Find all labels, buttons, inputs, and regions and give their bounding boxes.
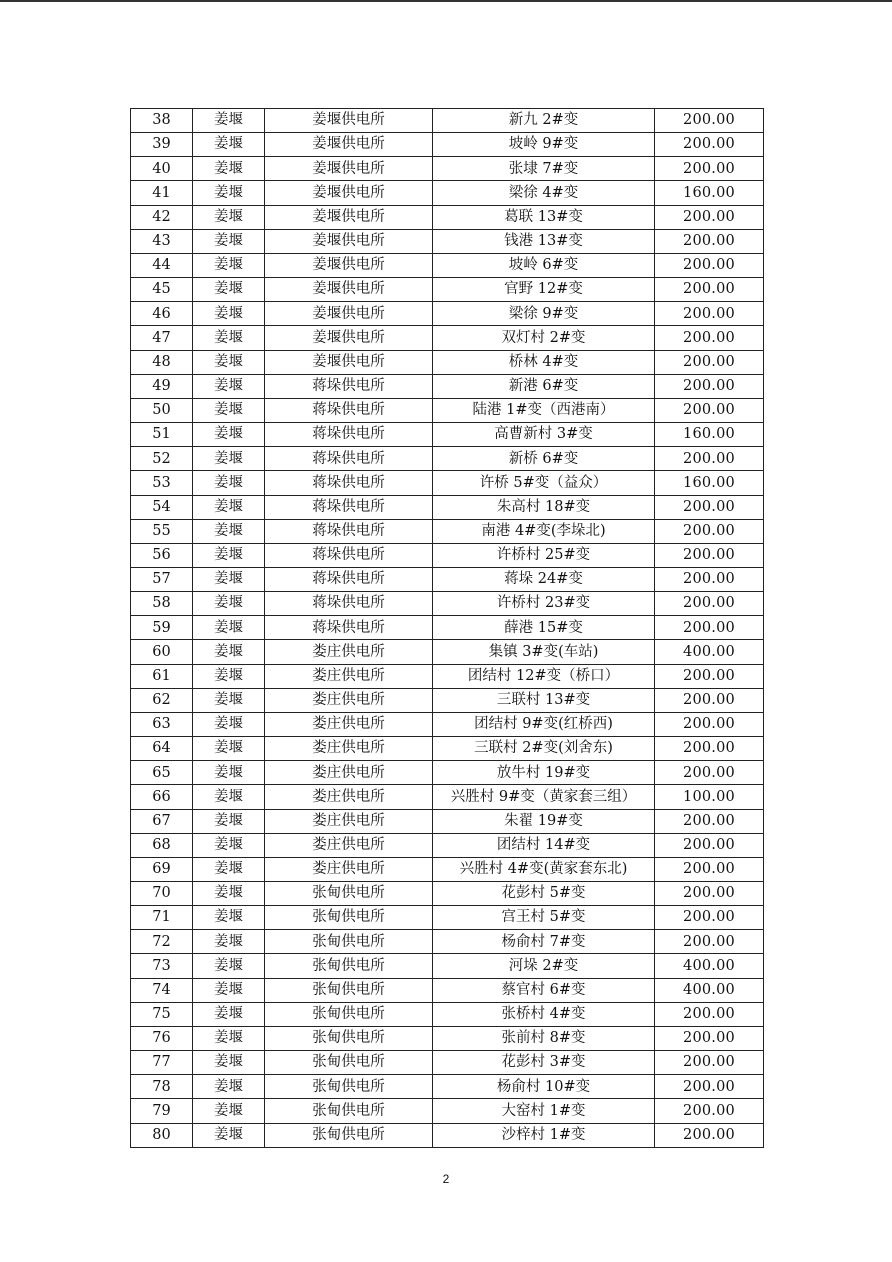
- row-index-cell: 66: [131, 785, 193, 809]
- station-cell: 蒋垛供电所: [265, 616, 433, 640]
- transformer-name-cell: 张埭 7#变: [433, 157, 655, 181]
- row-index-cell: 67: [131, 809, 193, 833]
- station-cell: 姜堰供电所: [265, 205, 433, 229]
- region-cell: 姜堰: [193, 761, 265, 785]
- transformer-name-cell: 许桥 5#变（益众）: [433, 471, 655, 495]
- region-cell: 姜堰: [193, 109, 265, 133]
- capacity-cell: 200.00: [655, 543, 764, 567]
- region-cell: 姜堰: [193, 205, 265, 229]
- table-row: [131, 302, 764, 326]
- transformer-name-cell: 河垛 2#变: [433, 954, 655, 978]
- station-cell: 蒋垛供电所: [265, 567, 433, 591]
- capacity-cell: 200.00: [655, 350, 764, 374]
- row-index-cell: 43: [131, 229, 193, 253]
- table-row: [131, 712, 764, 736]
- station-cell: 张甸供电所: [265, 930, 433, 954]
- capacity-cell: 200.00: [655, 833, 764, 857]
- transformer-name-cell: 朱高村 18#变: [433, 495, 655, 519]
- row-index-cell: 79: [131, 1099, 193, 1123]
- table-row: [131, 640, 764, 664]
- row-index-cell: 54: [131, 495, 193, 519]
- transformer-name-cell: 集镇 3#变(车站): [433, 640, 655, 664]
- station-cell: 姜堰供电所: [265, 133, 433, 157]
- region-cell: 姜堰: [193, 809, 265, 833]
- region-cell: 姜堰: [193, 423, 265, 447]
- table-row: [131, 761, 764, 785]
- capacity-cell: 160.00: [655, 471, 764, 495]
- table-row: [131, 253, 764, 277]
- table-row: [131, 1026, 764, 1050]
- table-row: [131, 109, 764, 133]
- region-cell: 姜堰: [193, 567, 265, 591]
- station-cell: 张甸供电所: [265, 1075, 433, 1099]
- region-cell: 姜堰: [193, 157, 265, 181]
- station-cell: 蒋垛供电所: [265, 374, 433, 398]
- region-cell: 姜堰: [193, 302, 265, 326]
- capacity-cell: 200.00: [655, 664, 764, 688]
- table-row: [131, 229, 764, 253]
- capacity-cell: 200.00: [655, 1002, 764, 1026]
- station-cell: 张甸供电所: [265, 906, 433, 930]
- capacity-cell: 200.00: [655, 882, 764, 906]
- region-cell: 姜堰: [193, 785, 265, 809]
- table-row: [131, 882, 764, 906]
- region-cell: 姜堰: [193, 543, 265, 567]
- station-cell: 娄庄供电所: [265, 809, 433, 833]
- table-row: [131, 374, 764, 398]
- table-row: [131, 447, 764, 471]
- table-row: [131, 181, 764, 205]
- capacity-cell: 200.00: [655, 930, 764, 954]
- station-cell: 张甸供电所: [265, 882, 433, 906]
- transformer-name-cell: 许桥村 23#变: [433, 592, 655, 616]
- station-cell: 蒋垛供电所: [265, 447, 433, 471]
- transformer-name-cell: 钱港 13#变: [433, 229, 655, 253]
- row-index-cell: 72: [131, 930, 193, 954]
- capacity-cell: 200.00: [655, 737, 764, 761]
- station-cell: 娄庄供电所: [265, 785, 433, 809]
- table-row: [131, 906, 764, 930]
- transformer-name-cell: 三联村 2#变(刘舍东): [433, 737, 655, 761]
- region-cell: 姜堰: [193, 398, 265, 422]
- region-cell: 姜堰: [193, 1002, 265, 1026]
- row-index-cell: 80: [131, 1123, 193, 1147]
- table-row: [131, 664, 764, 688]
- row-index-cell: 58: [131, 592, 193, 616]
- transformer-name-cell: 高曹新村 3#变: [433, 423, 655, 447]
- row-index-cell: 42: [131, 205, 193, 229]
- transformer-name-cell: 大窑村 1#变: [433, 1099, 655, 1123]
- row-index-cell: 78: [131, 1075, 193, 1099]
- capacity-cell: 200.00: [655, 229, 764, 253]
- row-index-cell: 41: [131, 181, 193, 205]
- region-cell: 姜堰: [193, 447, 265, 471]
- row-index-cell: 76: [131, 1026, 193, 1050]
- table-row: [131, 326, 764, 350]
- table-row: [131, 278, 764, 302]
- table-row: [131, 350, 764, 374]
- region-cell: 姜堰: [193, 833, 265, 857]
- station-cell: 姜堰供电所: [265, 278, 433, 302]
- transformer-name-cell: 坡岭 6#变: [433, 253, 655, 277]
- row-index-cell: 38: [131, 109, 193, 133]
- transformer-name-cell: 花彭村 3#变: [433, 1051, 655, 1075]
- transformer-name-cell: 杨俞村 7#变: [433, 930, 655, 954]
- capacity-cell: 200.00: [655, 567, 764, 591]
- table-row: [131, 1002, 764, 1026]
- row-index-cell: 64: [131, 737, 193, 761]
- transformer-name-cell: 官野 12#变: [433, 278, 655, 302]
- row-index-cell: 51: [131, 423, 193, 447]
- transformer-name-cell: 杨俞村 10#变: [433, 1075, 655, 1099]
- table-row: [131, 833, 764, 857]
- transformer-name-cell: 张桥村 4#变: [433, 1002, 655, 1026]
- capacity-cell: 400.00: [655, 954, 764, 978]
- station-cell: 姜堰供电所: [265, 109, 433, 133]
- capacity-cell: 200.00: [655, 761, 764, 785]
- region-cell: 姜堰: [193, 954, 265, 978]
- row-index-cell: 47: [131, 326, 193, 350]
- station-cell: 张甸供电所: [265, 954, 433, 978]
- transformer-name-cell: 张前村 8#变: [433, 1026, 655, 1050]
- transformer-name-cell: 桥林 4#变: [433, 350, 655, 374]
- capacity-cell: 200.00: [655, 519, 764, 543]
- row-index-cell: 70: [131, 882, 193, 906]
- page-top-border: [0, 0, 892, 2]
- transformer-name-cell: 沙梓村 1#变: [433, 1123, 655, 1147]
- capacity-cell: 200.00: [655, 205, 764, 229]
- transformer-name-cell: 蒋垛 24#变: [433, 567, 655, 591]
- transformer-name-cell: 陆港 1#变（西港南）: [433, 398, 655, 422]
- transformer-name-cell: 兴胜村 4#变(黄家套东北): [433, 857, 655, 881]
- region-cell: 姜堰: [193, 229, 265, 253]
- capacity-cell: 200.00: [655, 906, 764, 930]
- station-cell: 姜堰供电所: [265, 253, 433, 277]
- region-cell: 姜堰: [193, 592, 265, 616]
- transformer-name-cell: 双灯村 2#变: [433, 326, 655, 350]
- row-index-cell: 74: [131, 978, 193, 1002]
- capacity-cell: 200.00: [655, 157, 764, 181]
- station-cell: 蒋垛供电所: [265, 471, 433, 495]
- row-index-cell: 75: [131, 1002, 193, 1026]
- station-cell: 蒋垛供电所: [265, 519, 433, 543]
- capacity-cell: 200.00: [655, 447, 764, 471]
- station-cell: 娄庄供电所: [265, 833, 433, 857]
- row-index-cell: 63: [131, 712, 193, 736]
- table-row: [131, 1123, 764, 1147]
- capacity-cell: 200.00: [655, 857, 764, 881]
- region-cell: 姜堰: [193, 737, 265, 761]
- station-cell: 张甸供电所: [265, 978, 433, 1002]
- transformer-name-cell: 放牛村 19#变: [433, 761, 655, 785]
- region-cell: 姜堰: [193, 495, 265, 519]
- region-cell: 姜堰: [193, 712, 265, 736]
- capacity-cell: 400.00: [655, 978, 764, 1002]
- table-row: [131, 785, 764, 809]
- transformer-name-cell: 花彭村 5#变: [433, 882, 655, 906]
- capacity-cell: 200.00: [655, 1026, 764, 1050]
- table-row: [131, 592, 764, 616]
- row-index-cell: 44: [131, 253, 193, 277]
- region-cell: 姜堰: [193, 374, 265, 398]
- row-index-cell: 57: [131, 567, 193, 591]
- transformer-name-cell: 梁徐 4#变: [433, 181, 655, 205]
- region-cell: 姜堰: [193, 253, 265, 277]
- capacity-cell: 200.00: [655, 712, 764, 736]
- row-index-cell: 77: [131, 1051, 193, 1075]
- row-index-cell: 61: [131, 664, 193, 688]
- table-row: [131, 398, 764, 422]
- row-index-cell: 55: [131, 519, 193, 543]
- region-cell: 姜堰: [193, 1099, 265, 1123]
- page-number: 2: [442, 1172, 450, 1186]
- table-row: [131, 423, 764, 447]
- row-index-cell: 59: [131, 616, 193, 640]
- station-cell: 蒋垛供电所: [265, 423, 433, 447]
- transformer-name-cell: 南港 4#变(李垛北): [433, 519, 655, 543]
- table-body: [131, 109, 764, 1148]
- transformer-name-cell: 三联村 13#变: [433, 688, 655, 712]
- row-index-cell: 69: [131, 857, 193, 881]
- table-row: [131, 567, 764, 591]
- capacity-cell: 400.00: [655, 640, 764, 664]
- table-row: [131, 857, 764, 881]
- station-cell: 张甸供电所: [265, 1051, 433, 1075]
- station-cell: 姜堰供电所: [265, 181, 433, 205]
- station-cell: 姜堰供电所: [265, 350, 433, 374]
- station-cell: 娄庄供电所: [265, 640, 433, 664]
- transformer-name-cell: 兴胜村 9#变（黄家套三组）: [433, 785, 655, 809]
- row-index-cell: 56: [131, 543, 193, 567]
- row-index-cell: 62: [131, 688, 193, 712]
- capacity-cell: 200.00: [655, 133, 764, 157]
- table-row: [131, 1075, 764, 1099]
- table-row: [131, 157, 764, 181]
- station-cell: 姜堰供电所: [265, 157, 433, 181]
- table-row: [131, 519, 764, 543]
- region-cell: 姜堰: [193, 278, 265, 302]
- row-index-cell: 60: [131, 640, 193, 664]
- transformer-name-cell: 团结村 9#变(红桥西): [433, 712, 655, 736]
- station-cell: 姜堰供电所: [265, 326, 433, 350]
- transformer-name-cell: 梁徐 9#变: [433, 302, 655, 326]
- capacity-cell: 200.00: [655, 1051, 764, 1075]
- capacity-cell: 200.00: [655, 278, 764, 302]
- capacity-cell: 200.00: [655, 688, 764, 712]
- capacity-cell: 200.00: [655, 109, 764, 133]
- transformer-name-cell: 许桥村 25#变: [433, 543, 655, 567]
- region-cell: 姜堰: [193, 133, 265, 157]
- capacity-cell: 200.00: [655, 616, 764, 640]
- table-row: [131, 1099, 764, 1123]
- capacity-cell: 160.00: [655, 423, 764, 447]
- station-cell: 蒋垛供电所: [265, 592, 433, 616]
- station-cell: 张甸供电所: [265, 1123, 433, 1147]
- transformer-name-cell: 团结村 12#变（桥口）: [433, 664, 655, 688]
- table-row: [131, 471, 764, 495]
- region-cell: 姜堰: [193, 640, 265, 664]
- row-index-cell: 71: [131, 906, 193, 930]
- table-row: [131, 930, 764, 954]
- row-index-cell: 39: [131, 133, 193, 157]
- station-cell: 娄庄供电所: [265, 688, 433, 712]
- station-cell: 张甸供电所: [265, 1099, 433, 1123]
- region-cell: 姜堰: [193, 882, 265, 906]
- capacity-cell: 200.00: [655, 809, 764, 833]
- row-index-cell: 45: [131, 278, 193, 302]
- transformer-name-cell: 薛港 15#变: [433, 616, 655, 640]
- transformer-name-cell: 新桥 6#变: [433, 447, 655, 471]
- region-cell: 姜堰: [193, 326, 265, 350]
- capacity-cell: 200.00: [655, 253, 764, 277]
- transformer-name-cell: 宫王村 5#变: [433, 906, 655, 930]
- region-cell: 姜堰: [193, 616, 265, 640]
- station-cell: 娄庄供电所: [265, 664, 433, 688]
- region-cell: 姜堰: [193, 1123, 265, 1147]
- row-index-cell: 68: [131, 833, 193, 857]
- region-cell: 姜堰: [193, 857, 265, 881]
- capacity-cell: 200.00: [655, 302, 764, 326]
- table-row: [131, 543, 764, 567]
- region-cell: 姜堰: [193, 978, 265, 1002]
- capacity-cell: 200.00: [655, 398, 764, 422]
- capacity-cell: 200.00: [655, 592, 764, 616]
- station-cell: 娄庄供电所: [265, 857, 433, 881]
- region-cell: 姜堰: [193, 930, 265, 954]
- table-row: [131, 1051, 764, 1075]
- station-cell: 蒋垛供电所: [265, 495, 433, 519]
- station-cell: 娄庄供电所: [265, 712, 433, 736]
- station-cell: 姜堰供电所: [265, 229, 433, 253]
- station-cell: 蒋垛供电所: [265, 543, 433, 567]
- station-cell: 蒋垛供电所: [265, 398, 433, 422]
- region-cell: 姜堰: [193, 471, 265, 495]
- region-cell: 姜堰: [193, 181, 265, 205]
- region-cell: 姜堰: [193, 688, 265, 712]
- row-index-cell: 53: [131, 471, 193, 495]
- region-cell: 姜堰: [193, 1026, 265, 1050]
- row-index-cell: 46: [131, 302, 193, 326]
- station-cell: 娄庄供电所: [265, 761, 433, 785]
- table-row: [131, 616, 764, 640]
- station-cell: 娄庄供电所: [265, 737, 433, 761]
- transformer-name-cell: 朱翟 19#变: [433, 809, 655, 833]
- region-cell: 姜堰: [193, 664, 265, 688]
- row-index-cell: 73: [131, 954, 193, 978]
- capacity-cell: 200.00: [655, 1075, 764, 1099]
- capacity-cell: 200.00: [655, 1123, 764, 1147]
- region-cell: 姜堰: [193, 350, 265, 374]
- transformer-table: [130, 108, 764, 1148]
- table-row: [131, 737, 764, 761]
- table-row: [131, 205, 764, 229]
- row-index-cell: 48: [131, 350, 193, 374]
- transformer-name-cell: 团结村 14#变: [433, 833, 655, 857]
- table-row: [131, 954, 764, 978]
- station-cell: 张甸供电所: [265, 1026, 433, 1050]
- table-row: [131, 978, 764, 1002]
- station-cell: 姜堰供电所: [265, 302, 433, 326]
- transformer-name-cell: 新港 6#变: [433, 374, 655, 398]
- row-index-cell: 65: [131, 761, 193, 785]
- capacity-cell: 200.00: [655, 326, 764, 350]
- capacity-cell: 200.00: [655, 1099, 764, 1123]
- row-index-cell: 52: [131, 447, 193, 471]
- transformer-name-cell: 葛联 13#变: [433, 205, 655, 229]
- capacity-cell: 160.00: [655, 181, 764, 205]
- capacity-cell: 200.00: [655, 374, 764, 398]
- table-row: [131, 133, 764, 157]
- transformer-name-cell: 新九 2#变: [433, 109, 655, 133]
- transformer-name-cell: 蔡官村 6#变: [433, 978, 655, 1002]
- region-cell: 姜堰: [193, 1075, 265, 1099]
- row-index-cell: 40: [131, 157, 193, 181]
- row-index-cell: 49: [131, 374, 193, 398]
- table-row: [131, 688, 764, 712]
- region-cell: 姜堰: [193, 519, 265, 543]
- region-cell: 姜堰: [193, 906, 265, 930]
- station-cell: 张甸供电所: [265, 1002, 433, 1026]
- table-row: [131, 809, 764, 833]
- transformer-name-cell: 坡岭 9#变: [433, 133, 655, 157]
- table-row: [131, 495, 764, 519]
- capacity-cell: 100.00: [655, 785, 764, 809]
- capacity-cell: 200.00: [655, 495, 764, 519]
- region-cell: 姜堰: [193, 1051, 265, 1075]
- row-index-cell: 50: [131, 398, 193, 422]
